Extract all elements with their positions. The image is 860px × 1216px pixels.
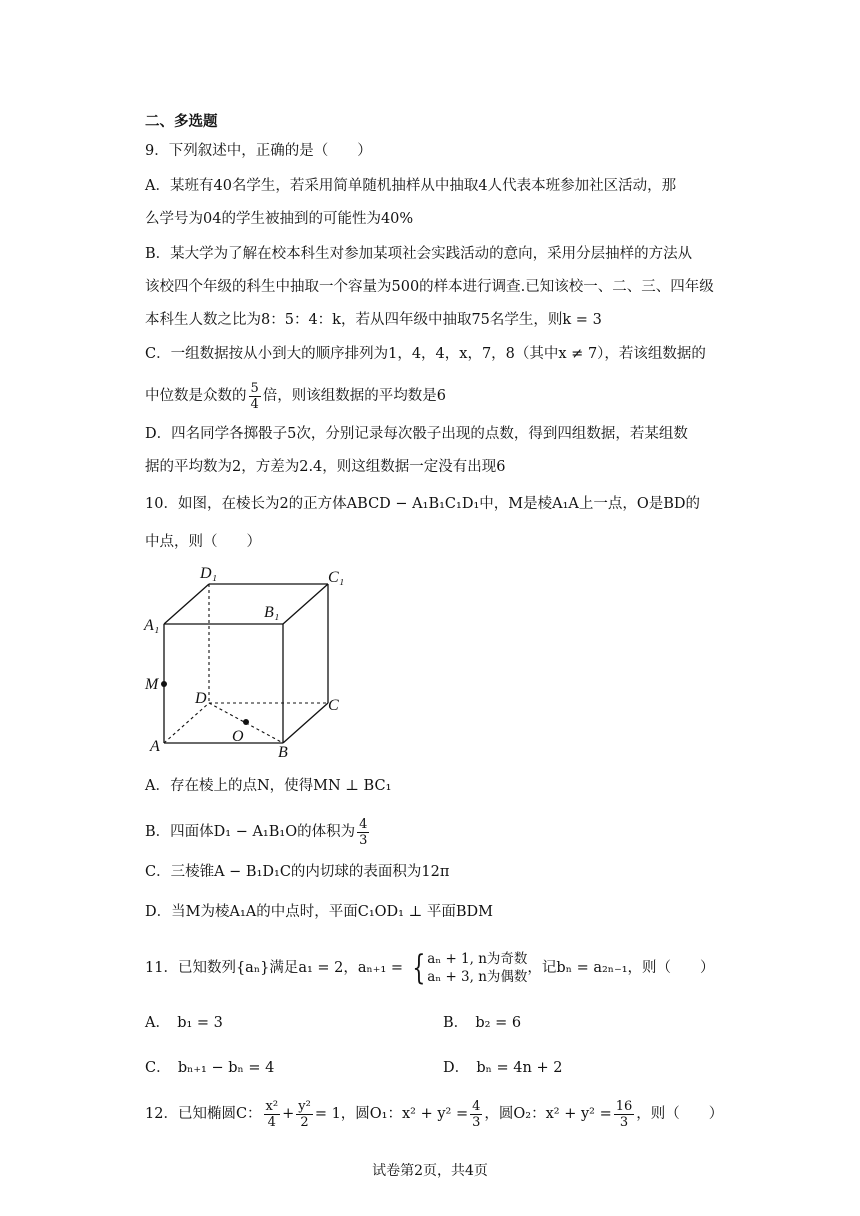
label-d1: D₁ (200, 565, 218, 582)
piecewise-definition (408, 950, 528, 986)
fraction-numerator: 4 (472, 1098, 481, 1114)
label-a: A (150, 738, 160, 755)
fraction-x2-4 (264, 1099, 281, 1130)
fraction-denominator: 3 (619, 1114, 629, 1130)
q10-option-a: A．存在棱上的点N，使得MN ⊥ BC₁ (145, 778, 392, 794)
q10-option-d: D．当M为棱A₁A的中点时，平面C₁OD₁ ⊥ 平面BDM (145, 904, 493, 920)
q9-option-d-line1: D．四名同学各掷骰子5次，分别记录每次骰子出现的点数，得到四组数据，若某组数 (145, 426, 688, 442)
q12-pre: 12．已知椭圆C： (145, 1106, 262, 1122)
q11-option-d: D． bₙ = 4n + 2 (443, 1060, 563, 1076)
fraction-5-4 (249, 381, 261, 412)
cube-figure (140, 560, 360, 760)
label-c: C (328, 697, 339, 714)
q11-option-a: A． b₁ = 3 (145, 1015, 223, 1031)
q10-stem-line1: 10．如图，在棱长为2的正方体ABCD − A₁B₁C₁D₁中，M是棱A₁A上一点，O是BD的 (145, 496, 701, 512)
q9-option-c-line2 (145, 376, 446, 416)
q9-c-post: 倍，则该组数据的平均数是6 (262, 388, 447, 404)
case-even: aₙ + 3, n为偶数 (427, 969, 528, 985)
label-o: O (232, 728, 244, 745)
q12-post: ，则（ ） (636, 1106, 724, 1122)
q12-mid1: = 1，圆O₁：x² + y² = (314, 1106, 469, 1122)
label-b: B (278, 744, 288, 760)
q9-c-pre: 中位数是众数的 (145, 388, 247, 404)
q11-stem-post: ，记bₙ = a₂ₙ₋₁，则（ ） (527, 960, 715, 976)
q11-stem-pre: 11．已知数列{aₙ}满足a₁ = 2，aₙ₊₁ = (145, 960, 404, 976)
fraction-4-3 (357, 817, 369, 848)
fraction-4-3 (470, 1099, 482, 1130)
plus-sign: + (282, 1106, 295, 1122)
q10-b-pre: B．四面体D₁ − A₁B₁O的体积为 (145, 824, 356, 840)
fraction-denominator: 2 (300, 1114, 309, 1130)
q9-stem: 9．下列叙述中，正确的是（ ） (145, 143, 372, 159)
label-d: D (195, 690, 207, 707)
fraction-y2-2 (296, 1099, 313, 1130)
q9-option-a-line1: A．某班有40名学生，若采用简单随机抽样从中抽取4人代表本班参加社区活动，那 (145, 178, 677, 194)
fraction-numerator: y² (298, 1098, 311, 1114)
section-title: 二、多选题 (145, 114, 218, 130)
q10-option-c: C．三棱锥A − B₁D₁C的内切球的表面积为12π (145, 864, 450, 880)
fraction-numerator: 16 (615, 1098, 633, 1114)
q11-stem (145, 946, 715, 990)
cases (427, 950, 527, 986)
page-footer: 试卷第2页，共4页 (372, 1163, 488, 1179)
q9-option-c-line1: C．一组数据按从小到大的顺序排列为1，4，4，x，7，8（其中x ≠ 7），若该组数据的 (145, 346, 706, 362)
q9-option-b-line1: B．某大学为了解在校本科生对参加某项社会实践活动的意向，采用分层抽样的方法从 (145, 246, 693, 262)
fraction-numerator: 4 (359, 816, 368, 832)
q12-mid2: ，圆O₂：x² + y² = (484, 1106, 612, 1122)
q9-option-b-line2: 该校四个年级的科生中抽取一个容量为500的样本进行调查.已知该校一、二、三、四年级 (145, 279, 714, 295)
label-a1: A₁ (144, 617, 160, 634)
label-b1: B₁ (264, 604, 280, 621)
fraction-numerator: 5 (250, 380, 259, 396)
q11-option-c: C． bₙ₊₁ − bₙ = 4 (145, 1060, 275, 1076)
label-m: M (145, 676, 159, 693)
q11-option-b: B． b₂ = 6 (443, 1015, 522, 1031)
label-c1: C₁ (328, 569, 345, 586)
left-brace: { (411, 948, 425, 988)
fraction-16-3 (614, 1099, 635, 1130)
q9-option-d-line2: 据的平均数为2，方差为2.4，则这组数据一定没有出现6 (145, 459, 506, 475)
fraction-denominator: 3 (359, 832, 368, 848)
q12-stem (145, 1094, 723, 1134)
fraction-numerator: x² (265, 1098, 279, 1114)
q10-option-b (145, 812, 371, 852)
fraction-denominator: 4 (267, 1114, 276, 1130)
fraction-denominator: 4 (250, 396, 259, 412)
case-odd: aₙ + 1, n为奇数 (427, 951, 528, 967)
fraction-denominator: 3 (472, 1114, 481, 1130)
q10-stem-line2: 中点，则（ ） (145, 534, 261, 550)
q9-option-a-line2: 么学号为04的学生被抽到的可能性为40% (145, 211, 414, 227)
q9-option-b-line3: 本科生人数之比为8：5：4：k，若从四年级中抽取75名学生，则k = 3 (145, 312, 602, 328)
